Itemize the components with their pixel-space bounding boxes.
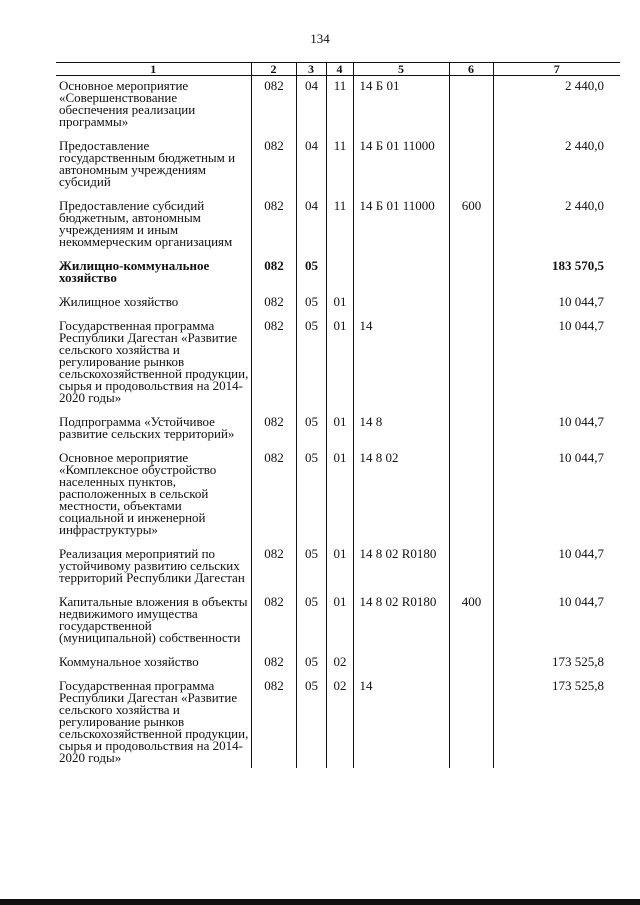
table-row — [56, 76, 620, 141]
row-amount: 10 044,7 — [493, 416, 620, 452]
row-expense-type — [449, 656, 493, 680]
row-amount: 183 570,5 — [493, 260, 620, 296]
row-subsection: 01 — [326, 320, 353, 416]
header-col-6: 6 — [449, 63, 493, 76]
header-col-1: 1 — [56, 63, 251, 76]
row-subsection: 02 — [326, 680, 353, 768]
row-target-article — [353, 656, 449, 680]
row-name: Государственная программа Республики Дагестан «Развитие сельского хозяйства и регулирование рынков сельскохозяйственной продукции, сырья и продовольствия на 2014-2020 годы» — [56, 320, 251, 416]
row-target-article: 14 Б 01 11000 — [353, 200, 449, 260]
row-expense-type — [449, 680, 493, 768]
budget-table — [56, 62, 620, 768]
row-subsection — [326, 260, 353, 296]
table-row — [56, 200, 620, 260]
row-amount: 2 440,0 — [493, 76, 620, 141]
row-expense-type — [449, 76, 493, 141]
row-section: 05 — [296, 320, 326, 416]
row-expense-type: 400 — [449, 596, 493, 656]
table-row — [56, 548, 620, 596]
row-section: 04 — [296, 200, 326, 260]
row-admin-code: 082 — [251, 596, 296, 656]
row-subsection: 01 — [326, 416, 353, 452]
table-row — [56, 320, 620, 416]
row-subsection: 01 — [326, 548, 353, 596]
row-name: Коммунальное хозяйство — [56, 656, 251, 680]
header-col-4: 4 — [326, 63, 353, 76]
table-row — [56, 296, 620, 320]
row-expense-type — [449, 548, 493, 596]
header-col-5: 5 — [353, 63, 449, 76]
row-expense-type — [449, 416, 493, 452]
row-section: 05 — [296, 452, 326, 548]
table-row — [56, 680, 620, 768]
table-row — [56, 656, 620, 680]
row-target-article: 14 8 — [353, 416, 449, 452]
row-amount: 10 044,7 — [493, 320, 620, 416]
row-name: Предоставление субсидий бюджетным, автономным учреждениям и иным некоммерческим организациям — [56, 200, 251, 260]
header-row — [56, 63, 620, 76]
row-name: Основное мероприятие «Совершенствование обеспечения реализации программы» — [56, 76, 251, 141]
row-target-article — [353, 296, 449, 320]
row-subsection: 11 — [326, 140, 353, 200]
row-subsection: 01 — [326, 296, 353, 320]
row-admin-code: 082 — [251, 680, 296, 768]
row-target-article: 14 — [353, 320, 449, 416]
row-name: Жилищно-коммунальное хозяйство — [56, 260, 251, 296]
header-col-3: 3 — [296, 63, 326, 76]
row-expense-type — [449, 140, 493, 200]
row-section: 05 — [296, 548, 326, 596]
row-target-article — [353, 260, 449, 296]
row-target-article: 14 8 02 R0180 — [353, 596, 449, 656]
row-name: Предоставление государственным бюджетным и автономным учреждениям субсидий — [56, 140, 251, 200]
row-amount: 10 044,7 — [493, 596, 620, 656]
table-row — [56, 416, 620, 452]
row-amount: 2 440,0 — [493, 140, 620, 200]
row-expense-type — [449, 452, 493, 548]
row-subsection: 01 — [326, 452, 353, 548]
row-name: Капитальные вложения в объекты недвижимого имущества государственной (муниципальной) собственности — [56, 596, 251, 656]
row-amount: 173 525,8 — [493, 656, 620, 680]
row-name: Реализация мероприятий по устойчивому развитию сельских территорий Республики Дагестан — [56, 548, 251, 596]
header-col-7: 7 — [493, 63, 620, 76]
row-amount: 10 044,7 — [493, 452, 620, 548]
row-admin-code: 082 — [251, 452, 296, 548]
row-section: 05 — [296, 296, 326, 320]
row-section: 05 — [296, 416, 326, 452]
row-section: 05 — [296, 680, 326, 768]
row-subsection: 11 — [326, 76, 353, 141]
row-section: 04 — [296, 76, 326, 141]
row-target-article: 14 Б 01 11000 — [353, 140, 449, 200]
row-expense-type — [449, 296, 493, 320]
row-admin-code: 082 — [251, 260, 296, 296]
header-col-2: 2 — [251, 63, 296, 76]
row-name: Подпрограмма «Устойчивое развитие сельских территорий» — [56, 416, 251, 452]
row-amount: 2 440,0 — [493, 200, 620, 260]
scan-bottom-edge — [0, 899, 640, 905]
row-admin-code: 082 — [251, 76, 296, 141]
row-expense-type: 600 — [449, 200, 493, 260]
row-admin-code: 082 — [251, 296, 296, 320]
row-expense-type — [449, 320, 493, 416]
row-section: 05 — [296, 596, 326, 656]
row-name: Основное мероприятие «Комплексное обустройство населенных пунктов, расположенных в сельской местности, объектами социальной и инженерной инфраструктуры» — [56, 452, 251, 548]
row-subsection: 11 — [326, 200, 353, 260]
row-target-article: 14 — [353, 680, 449, 768]
row-subsection: 01 — [326, 596, 353, 656]
row-admin-code: 082 — [251, 320, 296, 416]
page-number: 134 — [310, 31, 330, 46]
row-admin-code: 082 — [251, 140, 296, 200]
row-target-article: 14 Б 01 — [353, 76, 449, 141]
row-admin-code: 082 — [251, 656, 296, 680]
row-section: 04 — [296, 140, 326, 200]
row-target-article: 14 8 02 R0180 — [353, 548, 449, 596]
row-name: Государственная программа Республики Дагестан «Развитие сельского хозяйства и регулирование рынков сельскохозяйственной продукции, сырья и продовольствия на 2014-2020 годы» — [56, 680, 251, 768]
row-expense-type — [449, 260, 493, 296]
table-row — [56, 140, 620, 200]
row-amount: 10 044,7 — [493, 296, 620, 320]
row-target-article: 14 8 02 — [353, 452, 449, 548]
row-subsection: 02 — [326, 656, 353, 680]
table-row-section — [56, 260, 620, 296]
table-row — [56, 452, 620, 548]
row-amount: 10 044,7 — [493, 548, 620, 596]
row-amount: 173 525,8 — [493, 680, 620, 768]
row-section: 05 — [296, 656, 326, 680]
row-admin-code: 082 — [251, 416, 296, 452]
row-admin-code: 082 — [251, 200, 296, 260]
row-section: 05 — [296, 260, 326, 296]
row-admin-code: 082 — [251, 548, 296, 596]
row-name: Жилищное хозяйство — [56, 296, 251, 320]
table-row — [56, 596, 620, 656]
